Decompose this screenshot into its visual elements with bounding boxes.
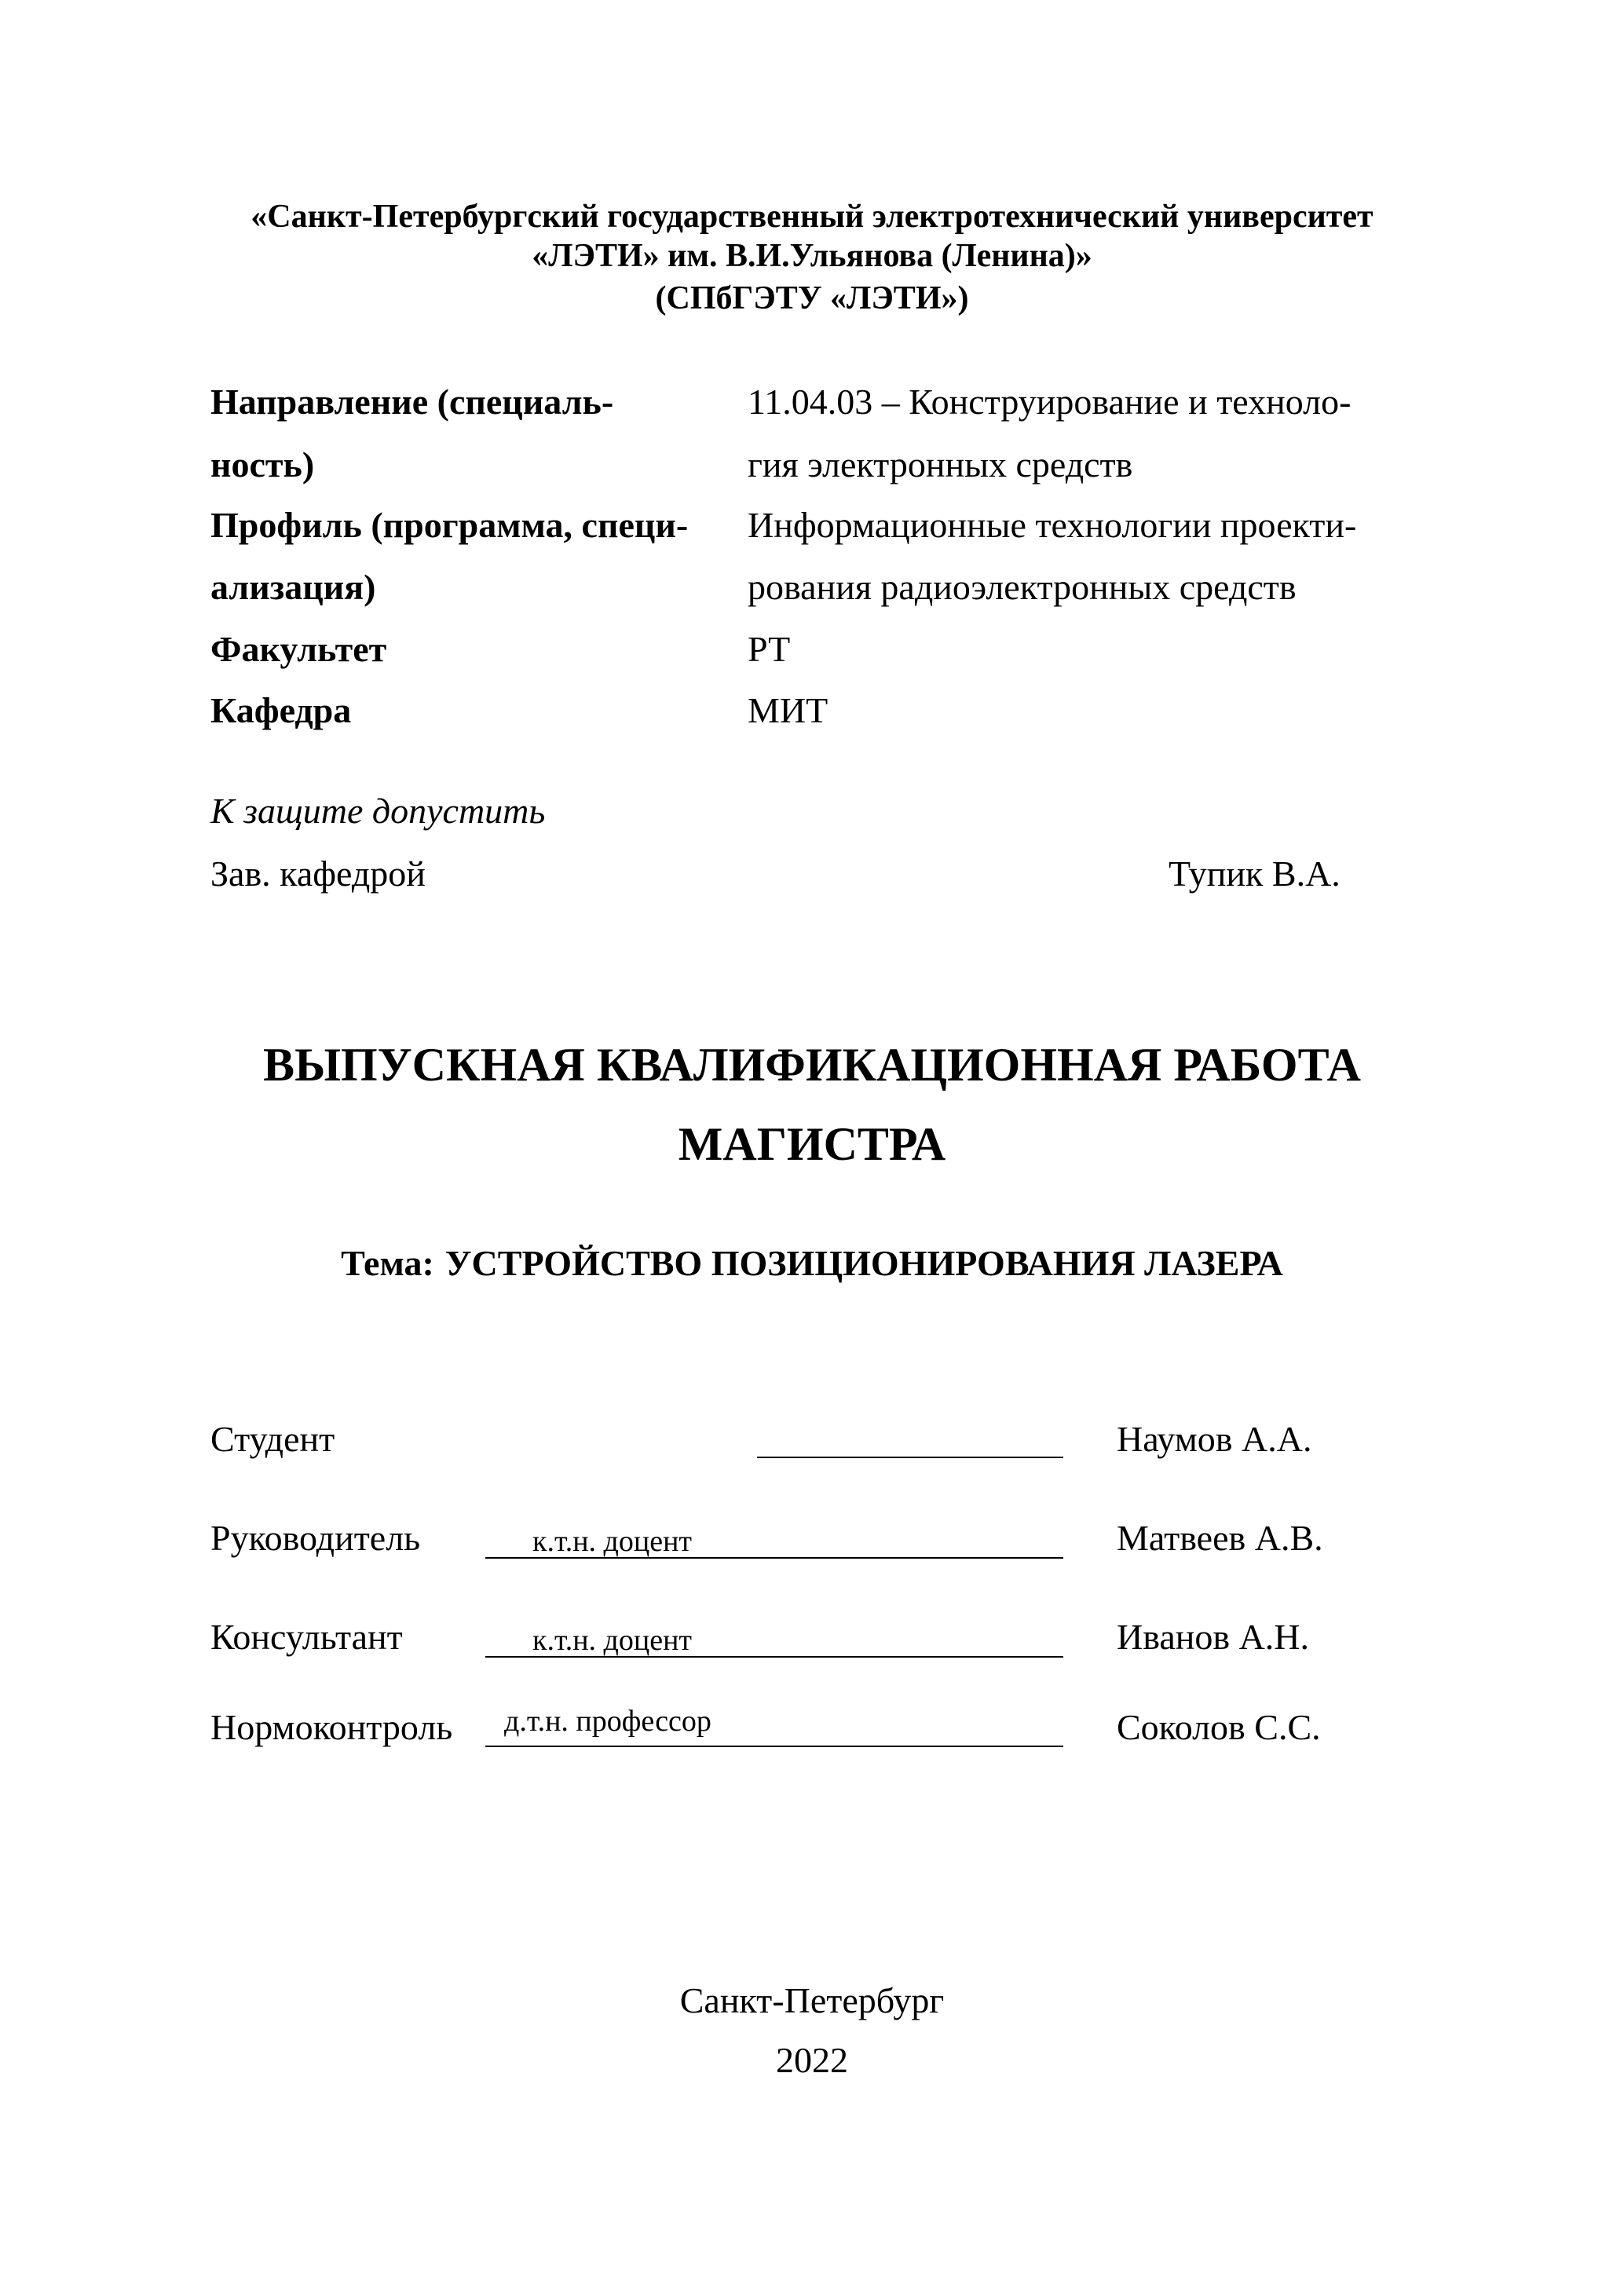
direction-value-cont: гия электронных средств [748, 444, 1133, 484]
work-title-degree: МАГИСТРА [678, 1118, 946, 1170]
signature-role-normcontrol: Нормоконтроль [210, 1707, 453, 1747]
work-title: ВЫПУСКНАЯ КВАЛИФИКАЦИОННАЯ РАБОТА [263, 1039, 1361, 1091]
signature-role-consultant: Консультант [210, 1617, 403, 1657]
signature-degree-supervisor: к.т.н. доцент [532, 1525, 693, 1558]
signature-degree-normcontrol: д.т.н. профессор [504, 1705, 711, 1738]
head-of-department-name: Тупик В.А. [1169, 854, 1341, 894]
topic-text: УСТРОЙСТВО ПОЗИЦИОНИРОВАНИЯ ЛАЗЕРА [444, 1243, 1283, 1283]
city: Санкт-Петербург [679, 1980, 945, 2020]
admit-to-defense: К защите допустить [210, 791, 546, 831]
year: 2022 [776, 2040, 848, 2080]
signature-role-student: Студент [210, 1419, 335, 1459]
signature-role-supervisor: Руководитель [210, 1518, 421, 1558]
topic-prefix: Тема: [341, 1243, 434, 1283]
signature-line-normcontrol [485, 1746, 1063, 1747]
thesis-topic [0, 1242, 1624, 1285]
faculty-label: Факультет [210, 629, 387, 669]
signature-name-normcontrol: Соколов С.С. [1117, 1707, 1321, 1747]
head-of-department-role: Зав. кафедрой [210, 854, 426, 894]
direction-value: 11.04.03 – Конструирование и техноло- [748, 382, 1352, 422]
profile-value-cont: рования радиоэлектронных средств [748, 567, 1297, 607]
profile-value: Информационные технологии проекти- [748, 505, 1357, 545]
signature-degree-consultant: к.т.н. доцент [532, 1624, 693, 1657]
profile-label-cont: ализация) [210, 567, 376, 607]
direction-label-cont: ность) [210, 444, 315, 484]
department-value: МИТ [748, 690, 828, 730]
faculty-value: РТ [748, 629, 791, 669]
signature-name-consultant: Иванов А.Н. [1117, 1617, 1310, 1657]
university-abbreviation: (СПбГЭТУ «ЛЭТИ») [655, 280, 969, 316]
signature-name-supervisor: Матвеев А.В. [1117, 1518, 1323, 1558]
signature-name-student: Наумов А.А. [1117, 1419, 1312, 1459]
department-label: Кафедра [210, 690, 352, 730]
signature-line-student [757, 1457, 1063, 1458]
direction-label: Направление (специаль- [210, 382, 614, 422]
profile-label: Профиль (программа, специ- [210, 505, 689, 545]
university-name-line-2: «ЛЭТИ» им. В.И.Ульянова (Ленина)» [532, 238, 1092, 274]
university-name-line-1: «Санкт-Петербургский государственный электротехнический университет [251, 199, 1373, 235]
